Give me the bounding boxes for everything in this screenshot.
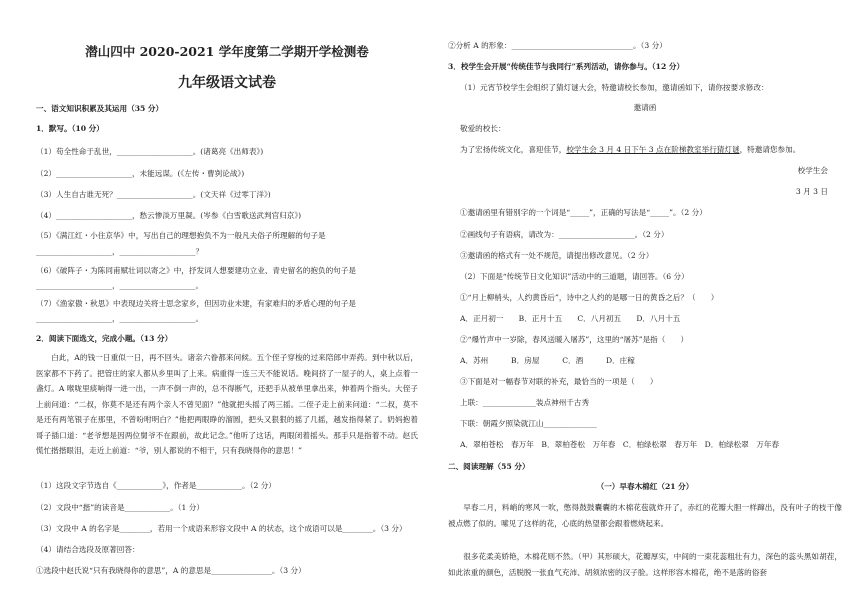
q3-heading: 3．校学生会开展“传统佳节与我同行”系列活动，请你参与。（12 分） bbox=[448, 62, 685, 71]
q3-item: ①邀请函里有错别字的一个词是“_____”，正确的写法是“_____”。（2 分） bbox=[460, 208, 707, 217]
q2-sub-item: （3）文段中 A 的名字是________，若用一个成语来形容文段中 A 的状态，这个成语可以是________。（3 分） bbox=[36, 524, 407, 533]
q3-intro: （1）元宵节校学生会组织了猜灯谜大会，特邀请校长参加，邀请函如下，请你按要求修改： bbox=[460, 83, 769, 92]
q1-line: （2）____________________，未能远谋。(《左传・曹刿论战》) bbox=[36, 169, 245, 178]
q3-item: ③下面是对一幅春节对联的补充，最恰当的一项是（ ） bbox=[460, 377, 658, 386]
q1-line: ____________________，____________________。 bbox=[36, 314, 204, 323]
q3-item: ②画线句子有语病，请改为：____________________。（2 分） bbox=[460, 230, 669, 239]
q3-item: ③邀请函的格式有一处不规范，请提出修改意见。（2 分） bbox=[460, 251, 654, 260]
q3-item: 下联：朝霞夕照染就江山______________ bbox=[460, 419, 597, 428]
q2-sub-item: （1）这段文字节选自《____________》，作者是____________。（2 分） bbox=[36, 481, 276, 490]
invitation-title: 邀请函 bbox=[633, 103, 657, 112]
q3-item: A．正月初一 B．正月十五 C．八月初五 D．八月十五 bbox=[460, 314, 681, 323]
q3-item: 上联：______________装点神州千古秀 bbox=[460, 398, 590, 407]
invitation-body-start: 为了宏扬传统文化，喜迎佳节， bbox=[460, 145, 567, 154]
section-1-heading: 一、语文知识积累及其运用（35 分） bbox=[36, 104, 164, 113]
q2-sub-item: ①选段中赵氏说“只有我晓得你的意思”，A 的意思是________________。（3 分） bbox=[36, 566, 306, 575]
reading-title: （一）早春木棉红（21 分） bbox=[596, 482, 694, 491]
q3-item: ①“月上柳梢头，人约黄昏后”，诗中之人约的是哪一日的黄昏之后？（ ） bbox=[460, 293, 719, 302]
invitation-date: 3 月 3 日 bbox=[795, 187, 828, 196]
exam-subtitle: 九年级语文试卷 bbox=[178, 75, 276, 91]
q3-item: A．苏州 B．房屋 C．酒 D．庄稼 bbox=[460, 356, 635, 365]
q2-analysis-line: ②分析 A 的形象：________________________________。（3 分） bbox=[448, 41, 667, 50]
reading-passage: 白此，A的钱一日重似一日，再不回头。诸亲六眷都来问候。五个侄子穿梭的过来陪郎中弄药。到中秋以后，医家都不下药了。把管庄的家人都从乡里叫了上来。病重得一连三天不能说话。晚间挤了一屋子的人，桌上点着一盏灯。A 喉咙里痰响得一进一出，一声不倒一声的，总不得断气，还把手从被单里拿出来，伸着两个指头。大侄子上前问道：“二叔，你莫不是还有两个亲人不曾见面？”他就把头摇了两三摇。二侄子走上前来问道：“二叔，莫不是还有两笔银子在那里，不曾吩咐明白？”他把两眼睁的溜圆，把头又狠狠的摇了几摇，越发指得紧了。奶妈抱着哥子插口道：“老爷想是因两位舅爷不在跟前，故此记念。”他听了这话，两眼闭着摇头。那手只是指着不动。赵氏慌忙揩揩眼泪，走近上前道：“爷，别人都说的不相干，只有我晓得你的意思！” bbox=[36, 353, 418, 455]
q1-line: （5）《满江红・小住京华》中，写出自己的理想抱负不为一般凡夫俗子所理解的句子是 bbox=[36, 231, 326, 240]
q3-item: （2）下面是“传统节日文化知识”活动中的三道题，请回答。（6 分） bbox=[460, 272, 689, 281]
q3-item: A．翠柏苍松 春万年 B．翠柏苍松 万年春 C．柏绿松翠 春万年 D．柏绿松翠 万年春 bbox=[460, 440, 780, 449]
invitation-body bbox=[460, 145, 800, 155]
q1-line: （7）《渔家傲・秋思》中表现边关将士思念家乡，但因功业未建，有家难归的矛盾心理的句子是 bbox=[36, 299, 356, 308]
invitation-underlined-sentence: 校学生会 3 月 4 日下午 3 点在阶梯教室举行猜灯谜 bbox=[566, 145, 740, 154]
invitation-body-end: ，特邀请您参加。 bbox=[739, 145, 801, 154]
q1-heading: 1．默写。（10 分） bbox=[36, 124, 104, 133]
q1-line: （6）《破阵子・为陈同甫赋壮词以寄之》中，抒发词人想要建功立业、青史留名的抱负的句子是 bbox=[36, 266, 356, 275]
reading-paragraph: 早春二月，料峭的寒风一吹，憋得鼓鼓囊囊的木棉花苞就炸开了，赤红的花瓣大胆一样蹿出，没有叶子的枝干像被点燃了似的。嗦见了这样的花，心底的热望都会跟着燃烧起来。 bbox=[448, 503, 842, 528]
exam-title: 潜山四中 2020-2021 学年度第二学期开学检测卷 bbox=[85, 44, 369, 59]
section-2-heading: 二、阅读理解（55 分） bbox=[448, 462, 530, 471]
q2-sub-item: （4）请结合选段及原著回答： bbox=[36, 545, 140, 554]
reading-paragraph: 很多花柔美娇艳，木棉花则不然。（甲）其形硕大，花瓣厚实，中间的一束花蕊粗壮有力，深色的蕊头黑如胡茬，如此浓重的颜色，活脱脱一张血气充沛、胡须浓密的汉子脸。这样形容木棉花，绝不是落的俗套 bbox=[448, 552, 842, 577]
q3-item: ②“爆竹声中一岁除，春风送暖入屠苏”，这里的“屠苏”是指（ ） bbox=[460, 335, 689, 344]
q1-line: （3）人生自古谁无死？____________________。(文天祥《过零丁洋》) bbox=[36, 190, 271, 199]
q1-line: ____________________，____________________。 bbox=[36, 281, 204, 290]
q1-line: （4）____________________，愁云惨淡万里凝。(岑参《白雪歌送武判官归京》) bbox=[36, 211, 302, 220]
q2-heading: 2．阅读下面选文，完成小题。（13 分） bbox=[36, 334, 173, 343]
invitation-greeting: 敬爱的校长： bbox=[460, 124, 506, 133]
q1-line: ____________________，____________________？ bbox=[36, 247, 204, 256]
q1-line: （1）苟全性命于乱世，____________________。(诸葛亮《出师表》) bbox=[36, 147, 264, 156]
invitation-signature: 校学生会 bbox=[797, 166, 828, 175]
q2-sub-item: （2）文段中“揩”的读音是____________。（1 分） bbox=[36, 503, 204, 512]
